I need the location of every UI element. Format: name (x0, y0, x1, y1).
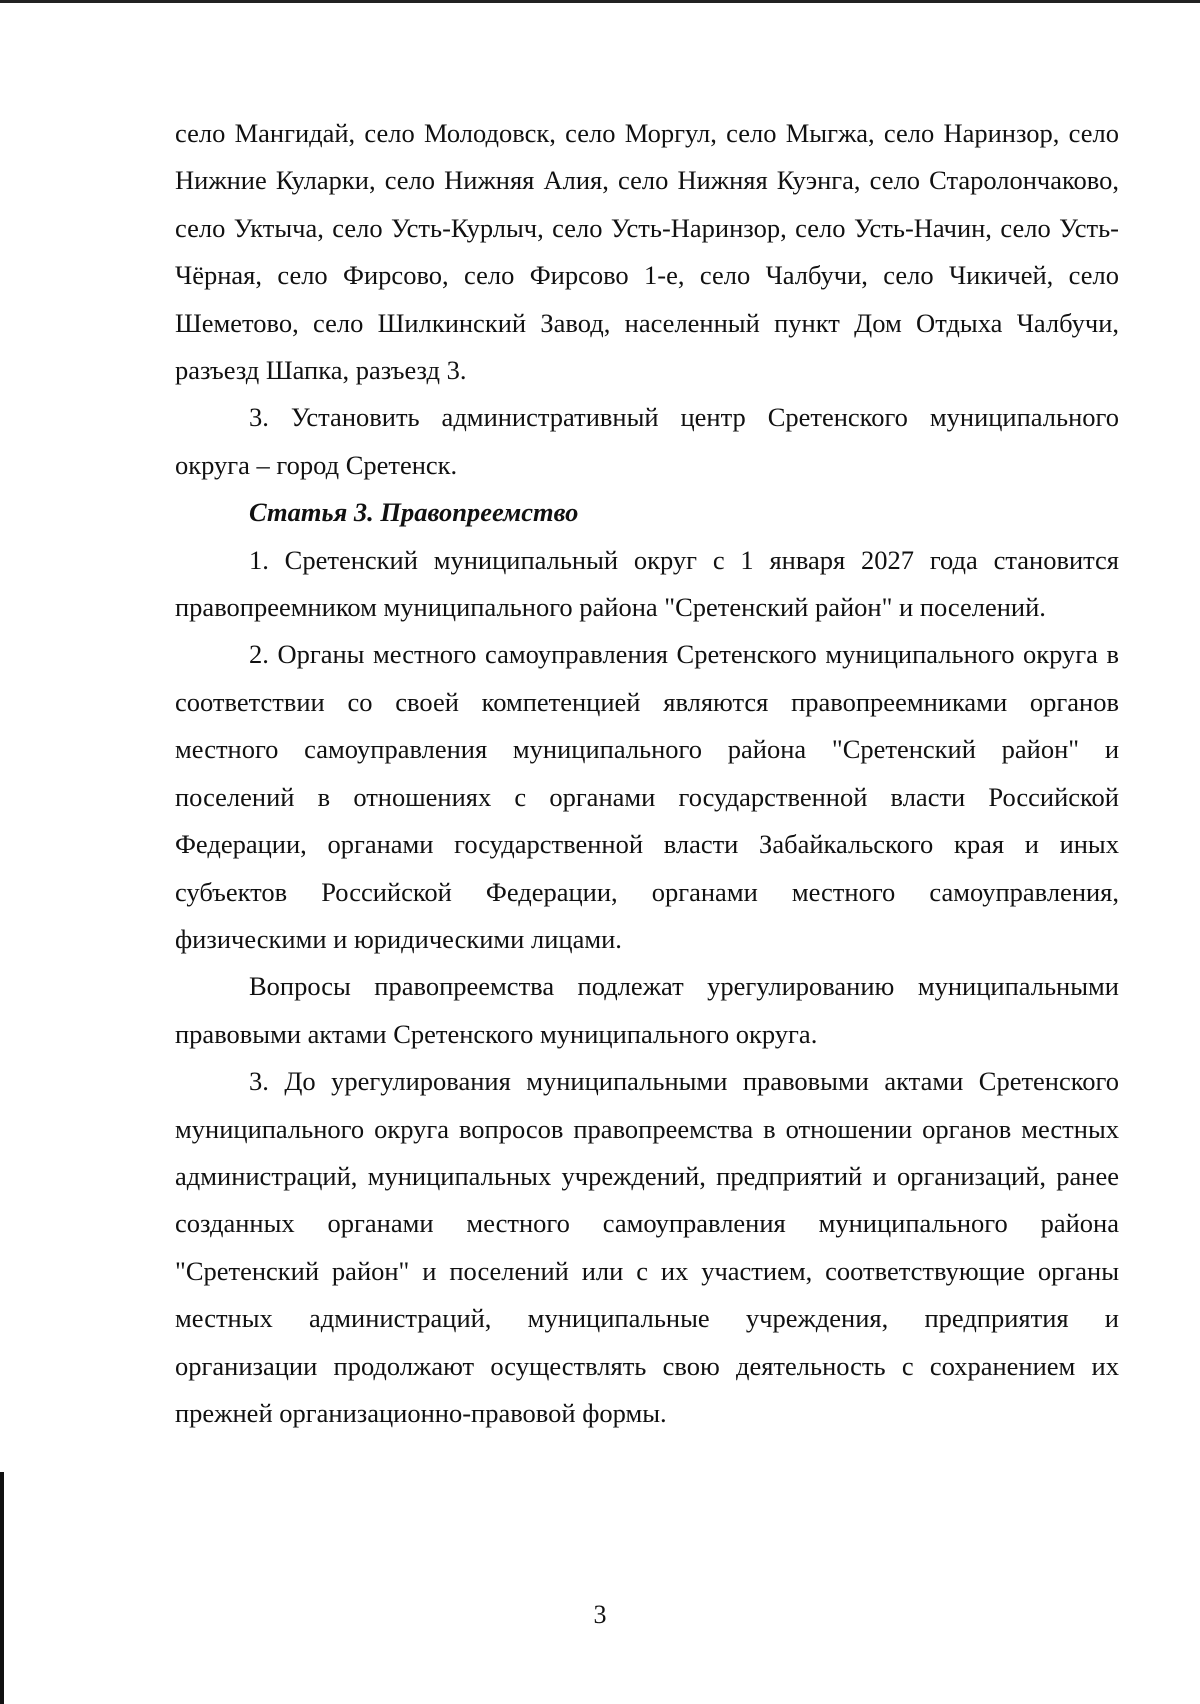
document-body (175, 110, 1119, 1437)
succession-questions-paragraph: Вопросы правопреемства подлежат урегулированию муниципальными правовыми актами Сретенского муниципального округа. (175, 971, 1119, 1049)
scan-left-edge (0, 1472, 4, 1704)
succession-paragraph-1: 1. Сретенский муниципальный округ с 1 января 2027 года становится правопреемником муниципального района "Сретенский район" и поселений. (175, 544, 1119, 623)
scan-top-edge (0, 0, 1200, 3)
page-number: 3 (593, 1600, 607, 1629)
settlement-list-paragraph: село Мангидай, село Молодовск, село Моргул, село Мыгжа, село Наринзор, село Нижние Куларки, село Нижняя Алия, село Нижняя Куэнга, село Старолончаково, село Уктыча, село Усть-Курлыч, село Усть-Наринзор, село Усть-Начин, село Усть-Чёрная, село Фирсово, село Фирсово 1-е, село Чалбучи, село Чикичей, село Шеметово, село Шилкинский Завод, населенный пункт Дом Отдыха Чалбучи, разъезд Шапка, разъезд 3. (175, 118, 1119, 386)
succession-paragraph-3: 3. До урегулирования муниципальными правовыми актами Сретенского муниципального округа вопросов правопреемства в отношении органов местных администраций, муниципальных учреждений, предприятий и организаций, ранее созданных органами местного самоуправления муниципального района "Сретенский район" и поселений или с их участием, соответствующие органы местных администраций, муниципальные учреждения, предприятия и организации продолжают осуществлять свою деятельность с сохранением их прежней организационно-правовой формы. (175, 1066, 1119, 1428)
article-heading: Статья 3. Правопреемство (249, 497, 579, 528)
administrative-center-paragraph: 3. Установить административный центр Сретенского муниципального округа – город Сретенск. (175, 402, 1119, 480)
succession-paragraph-2: 2. Органы местного самоуправления Сретенского муниципального округа в соответствии со своей компетенцией являются правопреемниками органов местного самоуправления муниципального района "Сретенский район" и поселений в отношениях с органами государственной власти Российской Федерации, органами государственной власти Забайкальского края и иных субъектов Российской Федерации, органами местного самоуправления, физическими и юридическими лицами. (175, 639, 1119, 954)
